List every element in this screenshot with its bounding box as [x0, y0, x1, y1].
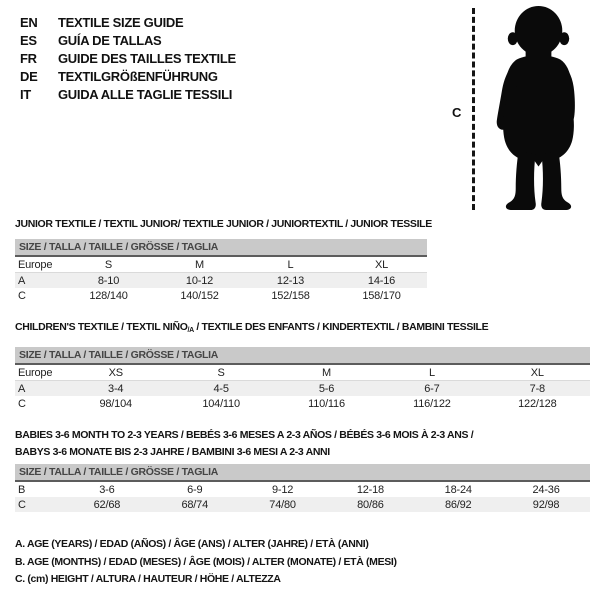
lang-title: TEXTILGRÖßENFÜHRUNG [58, 69, 218, 84]
table-row-europe [15, 365, 590, 381]
lang-row-es [20, 32, 236, 50]
table-cell: 7-8 [529, 382, 545, 395]
size-header-bar: SIZE / TALLA / TAILLE / GRÖSSE / TAGLIA [15, 239, 427, 257]
table-row-months [15, 482, 590, 497]
table-cell: 10-12 [185, 274, 214, 287]
lang-row-fr [20, 50, 236, 68]
table-cell: 5-6 [318, 382, 335, 395]
table-cell: C [18, 289, 26, 302]
table-cell: 110/116 [308, 397, 345, 410]
table-cell: B [18, 483, 26, 496]
table-cell: 3-4 [108, 382, 124, 395]
table-cell: 80/86 [357, 498, 384, 511]
table-cell: M [195, 258, 204, 271]
height-measure-label: C [452, 105, 462, 120]
note-age-years: A. AGE (YEARS) / EDAD (AÑOS) / ÂGE (ANS) / ALTER (JAHRE) / ETÀ (ANNI) [15, 538, 369, 550]
note-age-months: B. AGE (MONTHS) / EDAD (MESES) / ÂGE (MOIS) / ALTER (MONATE) / ETÀ (MESI) [15, 555, 397, 568]
table-cell: 12-13 [276, 274, 305, 287]
babies-size-table [15, 464, 590, 512]
table-cell: 6-9 [187, 483, 203, 496]
table-cell: 92/98 [532, 498, 560, 511]
table-cell: 128/140 [89, 289, 128, 302]
table-cell: XS [108, 366, 123, 379]
table-cell: XL [374, 258, 389, 271]
lang-row-it [20, 86, 236, 104]
table-cell: S [217, 366, 225, 379]
lang-title: GUÍA DE TALLAS [58, 33, 162, 48]
table-cell: A [18, 274, 26, 287]
table-row-europe [15, 257, 427, 273]
junior-section-title: JUNIOR TEXTILE / TEXTIL JUNIOR/ TEXTILE JUNIOR / JUNIORTEXTIL / JUNIOR TESSILE [15, 218, 432, 230]
table-cell: 4-5 [213, 382, 229, 395]
lang-code: ES [20, 33, 37, 48]
table-cell: 3-6 [99, 483, 115, 496]
table-cell: 158/170 [362, 289, 401, 302]
table-row-height [15, 396, 590, 411]
note-height-cm: C. (cm) HEIGHT / ALTURA / HAUTEUR / HÖHE / ALTEZZA [15, 573, 281, 585]
table-cell: S [104, 258, 113, 271]
table-cell: 62/68 [93, 498, 121, 511]
lang-row-en [20, 14, 236, 32]
babies-section-title [15, 427, 473, 461]
table-cell: 8-10 [97, 274, 120, 287]
lang-code: EN [20, 15, 38, 30]
table-cell: L [428, 366, 435, 379]
table-cell: C [18, 397, 26, 410]
table-row-height [15, 288, 427, 303]
table-cell: 24-36 [532, 483, 560, 496]
table-cell: M [322, 366, 331, 379]
table-row-age [15, 381, 590, 396]
table-cell: 98/104 [99, 397, 132, 410]
table-cell: 152/158 [271, 289, 310, 302]
table-cell: 6-7 [424, 382, 440, 395]
table-cell: 14-16 [367, 274, 396, 287]
lang-code: DE [20, 69, 38, 84]
children-section-title [15, 321, 488, 334]
table-row-age [15, 273, 427, 288]
table-cell: 104/110 [202, 397, 240, 410]
baby-silhouette-image [480, 4, 598, 212]
table-cell: 18-24 [444, 483, 472, 496]
table-cell: XL [530, 366, 544, 379]
children-title-prefix: CHILDREN'S TEXTILE / TEXTIL NIÑO [15, 321, 188, 333]
children-title-suffix: / TEXTILE DES ENFANTS / KINDERTEXTIL / BAMBINI TESSILE [193, 321, 489, 333]
table-cell: 12-18 [356, 483, 384, 496]
babies-title-line1: BABIES 3-6 MONTH TO 2-3 YEARS / BEBÉS 3-6 MESES A 2-3 AÑOS / BÉBÉS 3-6 MOIS À 2-3 ANS / [15, 429, 474, 441]
table-cell: 74/80 [269, 498, 296, 511]
babies-title-line2: BABYS 3-6 MONATE BIS 2-3 JAHRE / BAMBINI 3-6 MESI A 2-3 ANNI [15, 446, 330, 458]
lang-code: FR [20, 51, 37, 66]
table-cell: L [287, 258, 294, 271]
table-cell: 116/122 [413, 397, 451, 410]
table-cell: 9-12 [271, 483, 294, 496]
size-header-bar: SIZE / TALLA / TAILLE / GRÖSSE / TAGLIA [15, 347, 590, 365]
junior-size-table [15, 239, 427, 303]
lang-code: IT [20, 87, 31, 102]
height-measure-line [472, 8, 475, 210]
table-cell: 122/128 [518, 397, 557, 410]
table-cell: 86/92 [444, 498, 472, 511]
lang-row-de [20, 68, 236, 86]
table-cell: Europe [18, 258, 53, 271]
table-cell: Europe [18, 366, 53, 379]
legend-notes [15, 536, 397, 589]
lang-title: GUIDA ALLE TAGLIE TESSILI [58, 87, 233, 102]
table-cell: 140/152 [180, 289, 219, 302]
table-cell: 68/74 [181, 498, 208, 511]
children-title-subscript: /A [187, 327, 194, 334]
language-header [20, 14, 236, 104]
children-size-table [15, 347, 590, 411]
size-header-bar: SIZE / TALLA / TAILLE / GRÖSSE / TAGLIA [15, 464, 590, 482]
lang-title: GUIDE DES TAILLES TEXTILE [58, 51, 236, 66]
table-cell: C [18, 498, 26, 511]
table-row-height [15, 497, 590, 512]
lang-title: TEXTILE SIZE GUIDE [58, 15, 184, 30]
table-cell: A [18, 382, 26, 395]
